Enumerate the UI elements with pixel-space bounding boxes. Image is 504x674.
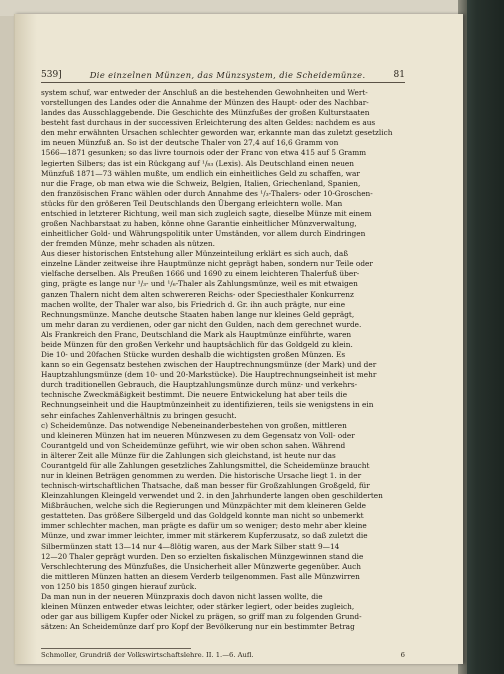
text-line: besteht fast durchaus in der successiven Erleichterung des alten Geldes: nachdem es aus — [41, 118, 376, 128]
body-text — [41, 88, 405, 632]
text-line: Die 10- und 20fachen Stücke wurden deshalb die wichtigsten großen Münzen. Es — [41, 350, 346, 360]
text-line: großen Nachbarstaat zu haben, könne ohne Garantie einheitlicher Münzverwaltung, — [41, 219, 357, 229]
text-line: einzelne Länder zeitweise ihre Hauptmünze nicht geprägt haben, sondern nur Teile oder — [41, 259, 373, 269]
text-line: sätzen: An Scheidemünze darf pro Kopf der Bevölkerung nur ein bestimmter Betrag — [41, 622, 355, 632]
text-line: beide Münzen für den großen Verkehr und hauptsächlich für das Goldgeld zu klein. — [41, 339, 353, 349]
text-line: Kleinzahlungen Kleingeld verwendet und 2. in den Jahrhunderte langen oben geschilderten — [41, 491, 383, 501]
text-line: vorstellungen des Landes oder die Annahme der Münzen des Haupt- oder des Nachbar- — [41, 98, 369, 108]
text-line: 12—20 Thaler geprägt wurden. Den so erzielten fiskalischen Münzgewinnen stand die — [41, 551, 364, 561]
text-line: Rechnungseinheit und die Hauptmünzeinheit zu identifizieren, teils sie wenigstens in ein — [41, 400, 374, 410]
text-line: Hauptzahlungsmünze (dem 10- und 20-Markstücke). Die Hauptrechnungseinheit ist mehr — [41, 370, 377, 380]
text-line: und kleineren Münzen hat im neueren Münzwesen zu dem Gegensatz von Voll- oder — [41, 430, 355, 440]
page-gutter — [15, 14, 37, 664]
text-line: oder gar aus billigem Kupfer oder Nickel zu prägen, so griff man zu folgenden Grund- — [41, 612, 362, 622]
book-page — [14, 14, 463, 664]
text-line: Rechnungsmünze. Manche deutsche Staaten haben lange nur kleines Geld geprägt, — [41, 309, 355, 319]
text-line: landes das Ausschlaggebende. Die Geschichte des Münzfußes der großen Kulturstaaten — [41, 108, 370, 118]
text-line: sehr einfaches Zahlenverhältnis zu bringen gesucht. — [41, 410, 237, 420]
page-footer — [41, 651, 405, 661]
text-line: legierten Silbers; das ist ein Rückgang auf ¹/₈₃ (Lexis). Als Deutschland einen neuen — [41, 158, 355, 168]
text-line: nur in kleinen Beträgen genommen zu werden. Die historische Ursache liegt 1. in der — [41, 470, 362, 480]
text-line: der fremden Münze, mehr schaden als nützen. — [41, 239, 215, 249]
text-line: technisch-wirtschaftlichen Thatsache, daß man besser für Großzahlungen Großgeld, für — [41, 481, 370, 491]
text-line: den mehr erwähnten Ursachen schlechter geworden war, erkannte man das zuletzt gesetzlich — [41, 128, 393, 138]
text-line: von 1250 bis 1850 gingen hierauf zurück. — [41, 581, 197, 591]
header-rule — [41, 82, 405, 83]
text-line: die mittleren Münzen hatten an diesem Verderb teilgenommen. Fast alle Münzwirren — [41, 571, 360, 581]
text-line: nur die Frage, ob man etwa wie die Schweiz, Belgien, Italien, Griechenland, Spanien, — [41, 178, 361, 188]
text-line: Münze, und zwar immer leichter, immer mit stärkerem Kupferzusatz, so daß zuletzt die — [41, 531, 368, 541]
footer-citation: Schmoller, Grundriß der Volkswirtschaftslehre. II. 1.—6. Aufl. — [41, 651, 254, 659]
left-page-number: 539] — [41, 70, 62, 80]
text-line: c) Scheidemünze. Das notwendige Nebeneinanderbestehen von großen, mittleren — [41, 420, 347, 430]
text-line: system schuf, war entweder der Anschluß an die bestehenden Gewohnheiten und Wert- — [41, 88, 368, 97]
text-line: Da man nun in der neueren Münzpraxis doch davon nicht lassen wollte, die — [41, 591, 323, 601]
text-line: Aus dieser historischen Entstehung aller Münzeinteilung erklärt es sich auch, daß — [41, 249, 349, 259]
text-line: ging, prägte es lange nur ¹/₃- und ¹/₆-Thaler als Zahlungsmünze, weil es mit etwaigen — [41, 279, 358, 289]
footer-rule — [41, 648, 191, 649]
text-line: durch traditionellen Gebrauch, die Hauptzahlungsmünze durch münz- und verkehrs- — [41, 380, 358, 390]
running-header — [41, 66, 405, 80]
signature-mark: 6 — [400, 651, 405, 659]
book-cover-edge — [458, 0, 504, 674]
text-line: Verschlechterung des Münzfußes, die Unsicherheit aller Münzwerte gegenüber. Auch — [41, 561, 361, 571]
text-line: stücks für den größeren Teil Deutschlands den Übergang erleichtern wolle. Man — [41, 198, 343, 208]
text-line: entschied in letzterer Richtung, weil man sich zugleich sagte, dieselbe Münze mit einem — [41, 208, 372, 218]
text-line: den französischen Franc wählen oder durch Annahme des ¹/₃-Thalers- oder 10-Groschen- — [41, 188, 373, 198]
text-line: 1566—1871 gesunken; so das livre tournois oder der Franc von etwa 415 auf 5 Gramm — [41, 148, 367, 158]
text-line: Courantgeld für alle Zahlungen gesetzliches Zahlungsmittel, die Scheidemünze braucht — [41, 460, 370, 470]
text-line: kann so ein Gegensatz bestehen zwischen der Hauptrechnungsmünze (der Mark) und der — [41, 360, 377, 370]
text-line: ganzen Thalern nicht dem alten schwereren Reichs- oder Speciesthaler Konkurrenz — [41, 289, 354, 299]
text-line: Münzfuß 1871—73 wählen mußte, um endlich ein einheitliches Geld zu schaffen, war — [41, 168, 360, 178]
text-line: Mißbräuchen, welche sich die Regierungen und Münzpächter mit dem kleineren Gelde — [41, 501, 367, 511]
text-line: in älterer Zeit alle Münze für die Zahlungen sich gleichstand, ist heute nur das — [41, 450, 336, 460]
text-line: einheitlicher Gold- und Währungspolitik unter Umständen, vor allem durch Eindringen — [41, 229, 366, 239]
page-number: 81 — [393, 70, 405, 80]
text-line: um mehr daran zu verdienen, oder gar nicht den Gulden, nach dem gerechnet wurde. — [41, 319, 362, 329]
text-line: im neuen Münzfuß an. So ist der deutsche Thaler von 27,4 auf 16,6 Gramm von — [41, 138, 339, 148]
text-line: technische Zweckmäßigkeit bestimmt. Die neuere Entwickelung hat aber teils die — [41, 390, 348, 400]
text-line: machen wollte, der Thaler war also, bis Friedrich d. Gr. ihn auch prägte, nur eine — [41, 299, 346, 309]
text-line: kleinen Münzen entweder etwas leichter, oder stärker legiert, oder beides zugleich, — [41, 601, 355, 611]
text-line: Silbermünzen statt 13—14 nur 4—8lötig waren, aus der Mark Silber statt 9—14 — [41, 541, 340, 551]
text-line: immer schlechter machen, man prägte es dafür um so weniger; desto mehr aber kleine — [41, 521, 367, 531]
text-line: Courantgeld und von Scheidemünze geführt, wie wir oben schon sahen. Während — [41, 440, 346, 450]
text-line: gestatteten. Das größere Silbergeld und das Goldgeld konnte man nicht so unbemerkt — [41, 511, 364, 521]
text-line: Als Frankreich den Franc, Deutschland die Mark als Hauptmünze einführte, waren — [41, 329, 352, 339]
text-line: vielfache derselben. Als Preußen 1666 und 1690 zu einem leichteren Thalerfuß über- — [41, 269, 360, 279]
running-title: Die einzelnen Münzen, das Münzsystem, die Scheidemünze. — [89, 70, 366, 80]
